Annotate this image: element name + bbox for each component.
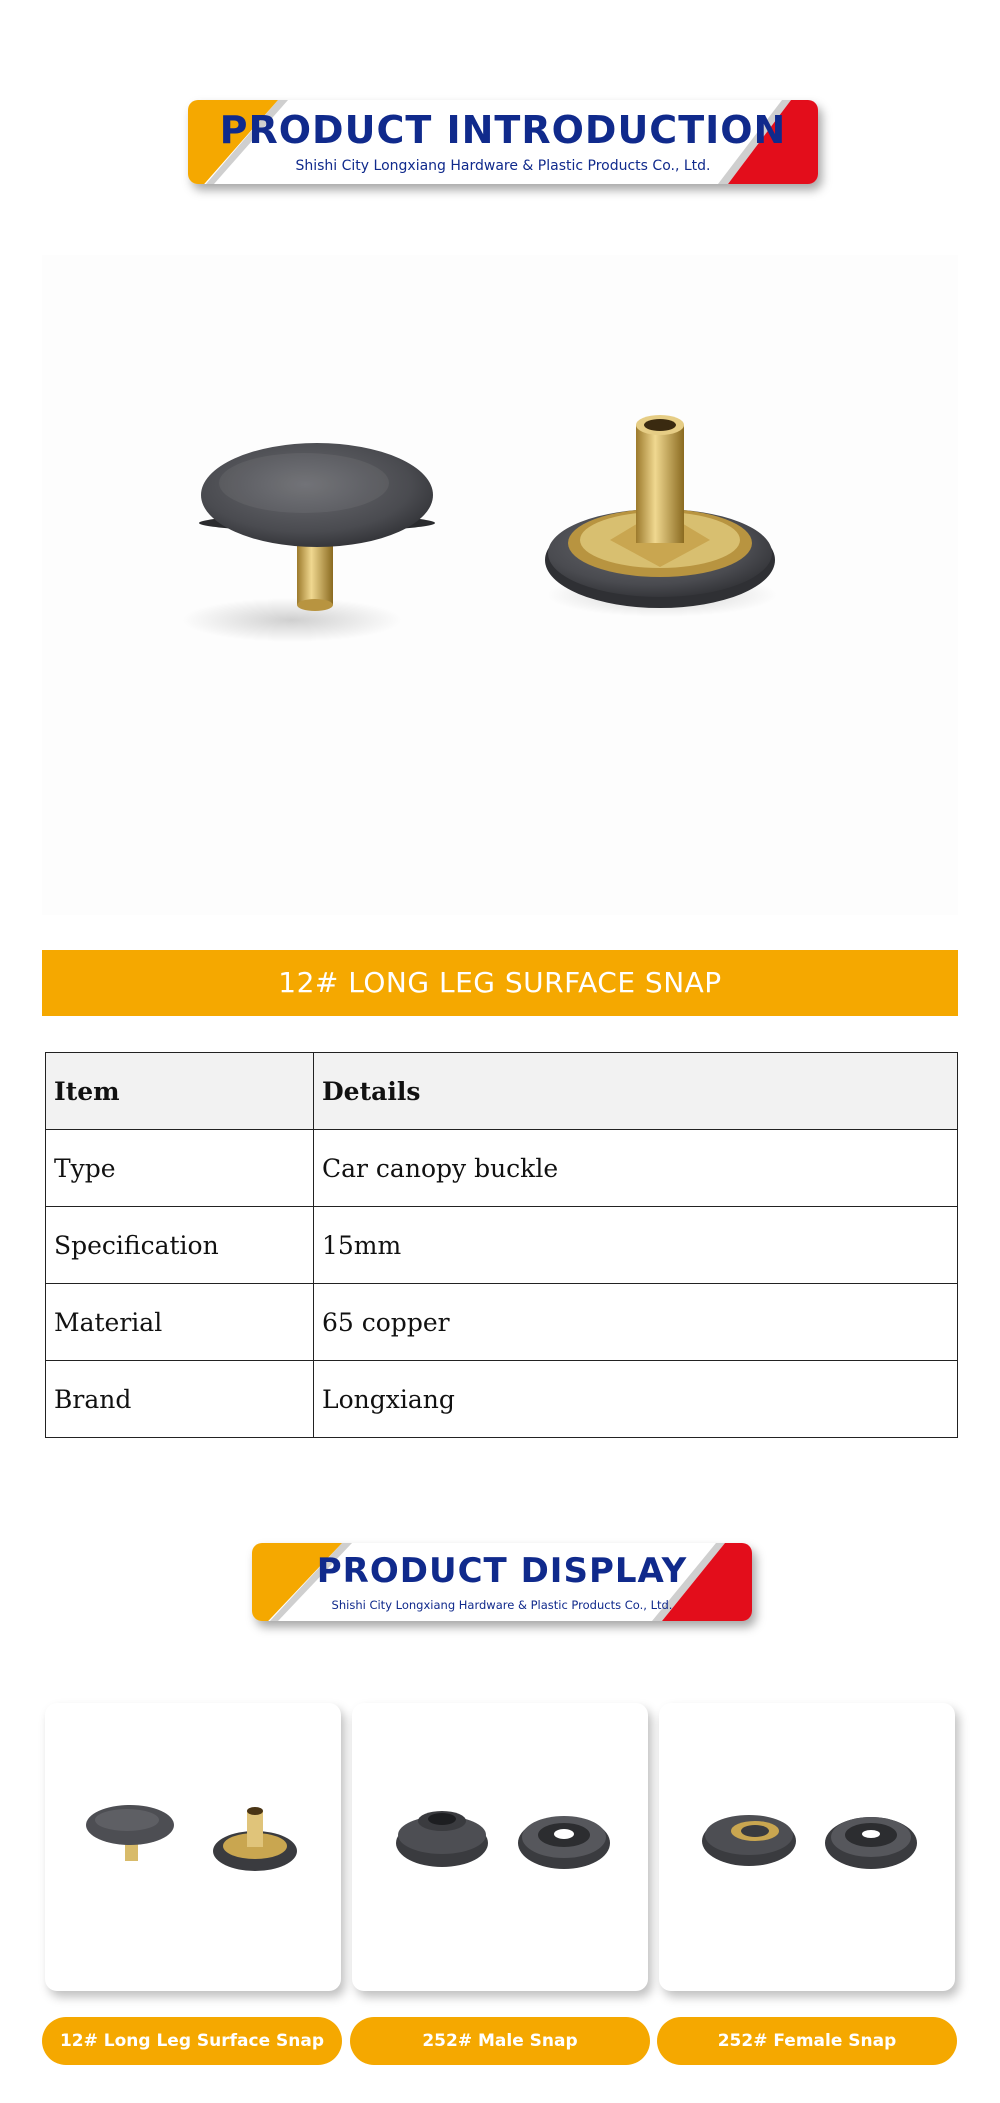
table-cell-details: 15mm <box>314 1207 958 1284</box>
surface-snap-image <box>45 1703 341 1991</box>
intro-banner-title: PRODUCT INTRODUCTION <box>219 108 787 152</box>
table-header-row <box>46 1053 958 1130</box>
cap-piece <box>182 443 435 642</box>
table-header-details: Details <box>314 1053 958 1130</box>
display-card-male-snap[interactable] <box>352 1703 648 1991</box>
display-banner-subtitle: Shishi City Longxiang Hardware & Plastic Products Co., Ltd. <box>331 1598 673 1612</box>
display-label-male-snap[interactable]: 252# Male Snap <box>350 2017 650 2065</box>
display-card-female-snap[interactable] <box>659 1703 955 1991</box>
table-cell-item: Type <box>46 1130 314 1207</box>
display-card-surface-snap[interactable] <box>45 1703 341 1991</box>
intro-banner <box>188 100 818 184</box>
display-banner-title: PRODUCT DISPLAY <box>316 1551 688 1591</box>
display-label-female-snap[interactable]: 252# Female Snap <box>657 2017 957 2065</box>
table-cell-details: Longxiang <box>314 1361 958 1438</box>
spec-table <box>45 1052 958 1438</box>
display-banner <box>252 1543 752 1621</box>
male-snap-image <box>352 1703 648 1991</box>
table-cell-item: Specification <box>46 1207 314 1284</box>
table-cell-item: Material <box>46 1284 314 1361</box>
table-cell-details: Car canopy buckle <box>314 1130 958 1207</box>
product-title-bar: 12# LONG LEG SURFACE SNAP <box>42 950 958 1016</box>
table-row <box>46 1130 958 1207</box>
intro-banner-subtitle: Shishi City Longxiang Hardware & Plastic Products Co., Ltd. <box>295 158 711 174</box>
table-cell-item: Brand <box>46 1361 314 1438</box>
socket-piece <box>545 415 777 617</box>
snap-photo-illustration <box>42 255 958 915</box>
hero-product-photo <box>42 255 958 915</box>
display-label-surface-snap[interactable]: 12# Long Leg Surface Snap <box>42 2017 342 2065</box>
table-row <box>46 1284 958 1361</box>
table-row <box>46 1207 958 1284</box>
table-header-item: Item <box>46 1053 314 1130</box>
female-snap-image <box>659 1703 955 1991</box>
table-row <box>46 1361 958 1438</box>
table-cell-details: 65 copper <box>314 1284 958 1361</box>
